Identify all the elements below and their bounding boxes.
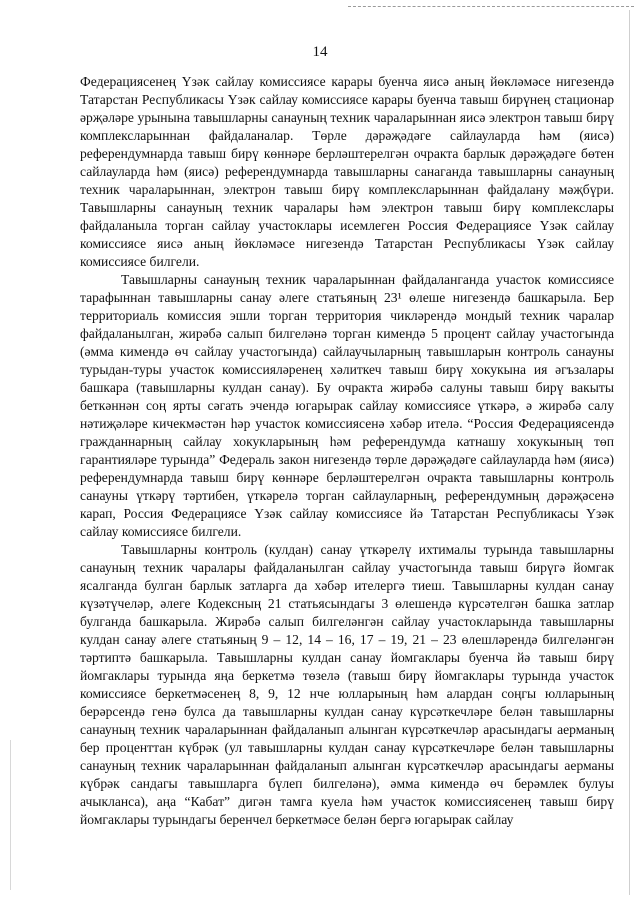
paragraph: Федерациясенең Үзәк сайлау комиссиясе карары буенча яисә аның йөкләмәсе нигезендә Татарстан Республикасы Үзәк сайлау комиссиясе карары буенча тавыш бирүнең стационар әрҗәләре урынына тавышларны санауның техник чараларыннан яисә электрон тавыш бирү комплексларыннан файдаланалар. Төрле дәрәҗәдәге сайлауларда һәм (яисә) референдумнарда тавыш бирү көннәре берләштерелгән очракта барлык дәрәҗәдәге бөтен сайлауларда һәм (яисә) референдумнарда тавышларны санаганда тавышларны санауның техник чараларыннан, электрон тавыш бирү комплексларыннан файдалану мәҗбүри. Тавышларны санауның техник чаралары һәм электрон тавыш бирү комплекслары файдаланыла торган сайлау участоклары исемлеген Россия Федерациясе Үзәк сайлау комиссиясе яисә аның йөкләмәсе нигезендә Татарстан Республикасы Үзәк сайлау комиссиясе билгели. — [80, 74, 614, 269]
scan-edge-line — [10, 740, 11, 890]
scan-edge-line — [629, 10, 630, 895]
body-text — [80, 73, 614, 829]
page-number: 14 — [312, 44, 328, 60]
paragraph: Тавышларны контроль (кулдан) санау үткәрелү ихтималы турында тавышларны санауның техник чаралары файдаланылган сайлау участогында тавыш бирүгә йомгак ясалганда булган барлык затларга да хәбәр ителергә тиеш. Тавышларны кулдан санау күзәтүчеләр, әлеге Кодексның 21 статьясындагы 3 өлешендә күрсәтелгән башка затлар булганда башкарыла. Жирәбә салып билгеләнгән сайлау участокларында тавышларны кулдан санау әлеге статьяның 9 – 12, 14 – 16, 17 – 19, 21 – 23 өлешләрендә билгеләнгән тәртиптә башкарыла. Тавышларны кулдан санау йомгаклары буенча йә тавыш бирү йомгаклары турында яңа беркетмә төзелә (тавыш бирү йомгаклары турында участок комиссиясе беркетмәсенең 8, 9, 12 нче юлларының һәм алардан соңгы юлларының берәрсендә генә булса да тавышларны кулдан санау күрсәткечләре белән тавышларны санауның техник чараларыннан файдаланып алынган күрсәткечләр арасындагы аерманың бер проценттан күбрәк (ул тавышларны кулдан санау күрсәткечләре белән тавышларны санауның техник чараларыннан файдаланып алынган күрсәткечләр арасындагы аерманы күбрәк сандагы тавышларга бүлеп билгеләнә), әмма кимендә өч берәмлек булуы ачыкланса), аңа “Кабат” дигән тамга куела һәм участок комиссиясенең тавыш бирү йомгаклары турындагы беренчел беркетмәсе белән бергә югарырак сайлау — [80, 542, 614, 827]
paragraph: Тавышларны санауның техник чараларыннан файдаланганда участок комиссиясе тарафыннан тавышларны санау әлеге статьяның 23¹ өлеше нигезендә башкарыла. Бер территориаль комиссия эшли торган территория чикләрендә мондый техник чаралар файдаланылган, жирәбә салып билгеләнә торган кимендә 5 процент сайлау участогында (әмма кимендә өч сайлау участогында) сайлаучыларның тавышларын контроль санауны турыдан-туры участок комиссияләренең хәлиткеч тавыш бирү хокукына ия әгъзалары башкара (тавышларны кулдан санау). Бу очракта жирәбә салуны тавыш бирү вакыты беткәннән соң ярты сәгать эчендә югарырак сайлау комиссиясе үткәрә, ә жирәбә салу нәтиҗәләре кичекмәстән һәр участок комиссиясенә хәбәр ителә. “Россия Федерациясендә гражданнарның сайлау хокукларының һәм референдумда катнашу хокукының төп гарантияләре турында” Федераль закон нигезендә төрле дәрәҗәдәге сайлауларда һәм (яисә) референдумнарда тавыш бирү көннәре берләштерелгән очракта тавышларны контроль санауны үткәрү тәртибен, үткәрелә торган сайлауларның, референдумның дәрәҗәсенә карап, Россия Федерациясе Үзәк сайлау комиссиясе йә Татарстан Республикасы Үзәк сайлау комиссиясе билгели. — [80, 272, 614, 539]
scan-dashed-line — [348, 6, 634, 7]
